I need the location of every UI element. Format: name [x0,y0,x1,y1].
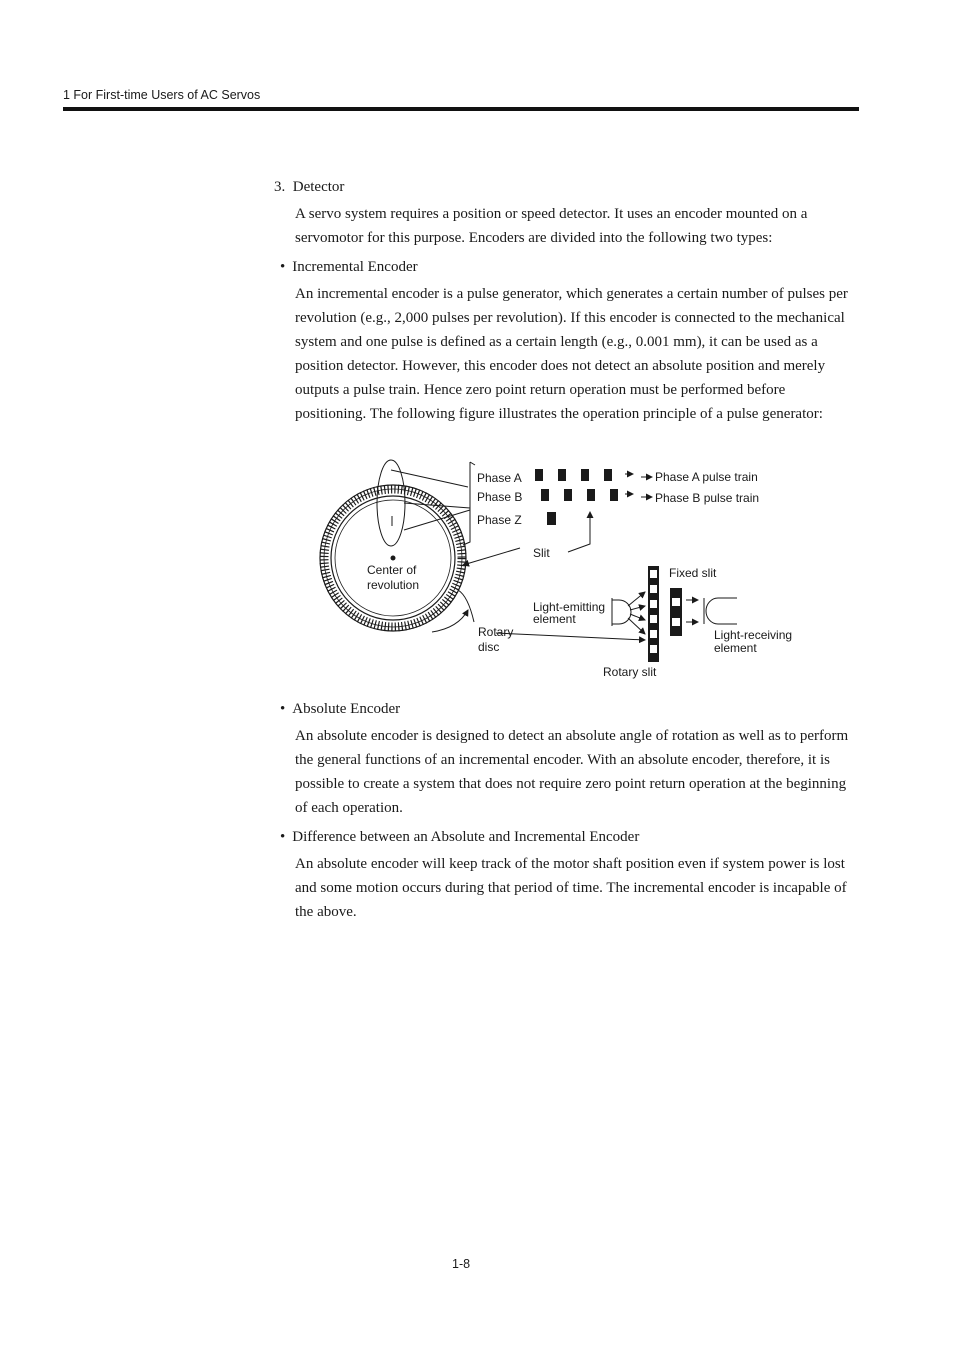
fixed-slit-label: Fixed slit [669,566,717,580]
phase-a-label: Phase A [477,471,522,485]
absolute-paragraph: An absolute encoder is designed to detect an absolute angle of rotation as well as to perform the general functions of an incremental encoder. With an absolute encoder, therefore, it is possible to create a system that does not require zero point return operation at the beginning of each operation. [295,728,849,816]
fixed-slit-strip [670,588,682,636]
light-emitting-label-line2: element [533,612,576,626]
bullet-difference [280,825,639,849]
phase-a-output-label: Phase A pulse train [655,470,758,484]
section-title [274,175,344,199]
phase-b-label: Phase B [477,490,523,504]
bullet-title: Incremental Encoder [292,259,418,275]
page-number: 1-8 [452,1257,471,1271]
rotary-slit-label: Rotary slit [603,665,657,679]
light-emitting-label-line1: Light-emitting [533,600,606,614]
light-receiving-label-line2: element [714,641,757,655]
phase-z-pulse [547,512,556,525]
center-dot [391,556,396,561]
pulse-generator-figure [310,458,810,688]
header-rule [63,107,859,111]
bullet-dot: • [280,259,286,275]
running-header: 1 For First-time Users of AC Servos [63,88,261,102]
center-label-line2: revolution [367,578,420,592]
bullet-dot: • [280,829,286,845]
phase-b-output-label: Phase B pulse train [655,491,760,505]
intro-paragraph: A servo system requires a position or speed detector. It uses an encoder mounted on a servomotor for this purpose. Encoders are divided into the following two types: [295,206,808,246]
rotary-disc [320,460,466,631]
center-label-line1: Center of [367,563,417,577]
phase-b-pulses [541,489,618,501]
difference-paragraph: An absolute encoder will keep track of the motor shaft position even if system power is lost and some motion occurs during that period of time. The incremental encoder is incapable of the above. [295,856,847,920]
light-receiving-label-line1: Light-receiving [714,628,793,642]
bullet-title: Difference between an Absolute and Incremental Encoder [292,829,640,845]
bullet-dot: • [280,701,286,717]
light-receiver [704,598,737,624]
light-emitter [612,598,631,626]
bullet-title: Absolute Encoder [292,701,401,717]
rotary-slit-strip [648,566,659,662]
rotary-disc-label-line1: Rotary [478,625,514,639]
rotary-disc-label-line2: disc [478,640,500,654]
item-number: 3. [274,179,286,195]
slit-label: Slit [533,546,550,560]
output-arrows [625,474,652,497]
phase-a-pulses [535,469,612,481]
bullet-incremental [280,255,418,279]
incremental-paragraph: An incremental encoder is a pulse generator, which generates a certain number of pulses per revolution (e.g., 2,000 pulses per revolution). If this encoder is connected to the mechanical system and one pulse is defined as a certain length (e.g., 0.001 mm), it can be used as a position detector. However, this encoder does not detect an absolute position and merely outputs a pulse train. Hence zero point return operation must be performed before positioning. The following figure illustrates the operation principle of a pulse generator: [295,286,848,422]
bullet-absolute [280,697,400,721]
item-title: Detector [292,179,345,195]
phase-z-label: Phase Z [477,513,522,527]
